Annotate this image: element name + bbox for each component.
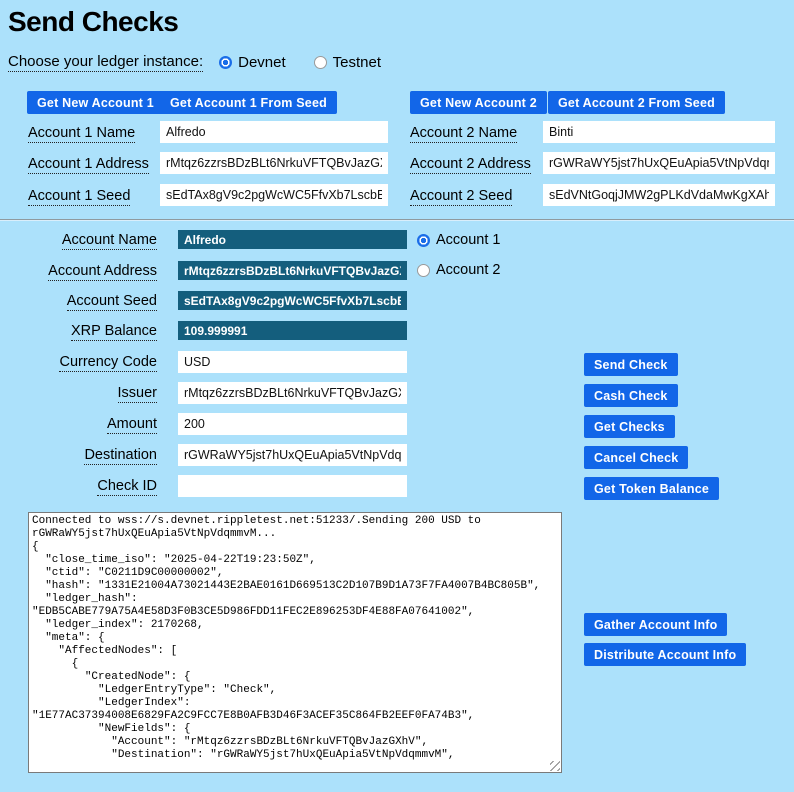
amount-input[interactable]	[178, 413, 407, 435]
section-divider	[0, 219, 794, 221]
issuer-label: Issuer	[117, 385, 157, 401]
issuer-input[interactable]	[178, 382, 407, 404]
ledger-instance-label: Choose your ledger instance:	[8, 53, 204, 70]
get-new-account2-button[interactable]: Get New Account 2	[410, 91, 547, 114]
check-id-label: Check ID	[97, 478, 157, 494]
get-token-balance-button[interactable]: Get Token Balance	[584, 477, 719, 500]
account2-name-label: Account 2 Name	[410, 125, 518, 141]
account-seed-label: Account Seed	[66, 293, 157, 309]
testnet-radio-label: Testnet	[332, 54, 382, 71]
account2-name-input[interactable]	[543, 121, 775, 143]
account-address-label: Account Address	[48, 263, 157, 279]
account1-radio-label: Account 1	[436, 232, 501, 248]
ledger-instance-row	[8, 53, 381, 72]
account2-seed-label: Account 2 Seed	[410, 188, 513, 204]
results-textarea[interactable]	[28, 512, 562, 773]
page-title: Send Checks	[8, 6, 179, 37]
get-checks-button[interactable]: Get Checks	[584, 415, 675, 438]
get-account2-from-seed-button[interactable]: Get Account 2 From Seed	[548, 91, 725, 114]
account1-address-label: Account 1 Address	[28, 156, 149, 172]
currency-code-label: Currency Code	[59, 354, 157, 370]
destination-label: Destination	[84, 447, 157, 463]
distribute-account-info-button[interactable]: Distribute Account Info	[584, 643, 746, 666]
cash-check-button[interactable]: Cash Check	[584, 384, 678, 407]
account1-name-label: Account 1 Name	[28, 125, 136, 141]
check-id-input[interactable]	[178, 475, 407, 497]
account1-name-input[interactable]	[160, 121, 388, 143]
xrp-balance-label: XRP Balance	[71, 323, 157, 339]
currency-code-input[interactable]	[178, 351, 407, 373]
account2-radio-option[interactable]	[417, 262, 501, 278]
destination-input[interactable]	[178, 444, 407, 466]
amount-label: Amount	[107, 416, 157, 432]
account1-radio-icon[interactable]	[417, 234, 430, 247]
account-name-label: Account Name	[61, 232, 157, 248]
account2-address-input[interactable]	[543, 152, 775, 174]
account2-address-label: Account 2 Address	[410, 156, 531, 172]
account-address-field[interactable]	[178, 261, 407, 280]
devnet-radio-option[interactable]	[219, 54, 286, 71]
account2-radio-label: Account 2	[436, 262, 501, 278]
account1-seed-label: Account 1 Seed	[28, 188, 131, 204]
textarea-resize-handle[interactable]	[550, 761, 560, 771]
testnet-radio-icon[interactable]	[314, 56, 327, 69]
get-new-account1-button[interactable]: Get New Account 1	[27, 91, 164, 114]
xrp-balance-field[interactable]	[178, 321, 407, 340]
devnet-radio-icon[interactable]	[219, 56, 232, 69]
account2-radio-icon[interactable]	[417, 264, 430, 277]
account2-seed-input[interactable]	[543, 184, 775, 206]
account-name-field[interactable]	[178, 230, 407, 249]
account-seed-field[interactable]	[178, 291, 407, 310]
cancel-check-button[interactable]: Cancel Check	[584, 446, 688, 469]
account1-address-input[interactable]	[160, 152, 388, 174]
get-account1-from-seed-button[interactable]: Get Account 1 From Seed	[160, 91, 337, 114]
account1-seed-input[interactable]	[160, 184, 388, 206]
send-check-button[interactable]: Send Check	[584, 353, 678, 376]
testnet-radio-option[interactable]	[314, 54, 381, 71]
gather-account-info-button[interactable]: Gather Account Info	[584, 613, 727, 636]
devnet-radio-label: Devnet	[238, 54, 286, 71]
account1-radio-option[interactable]	[417, 232, 501, 248]
